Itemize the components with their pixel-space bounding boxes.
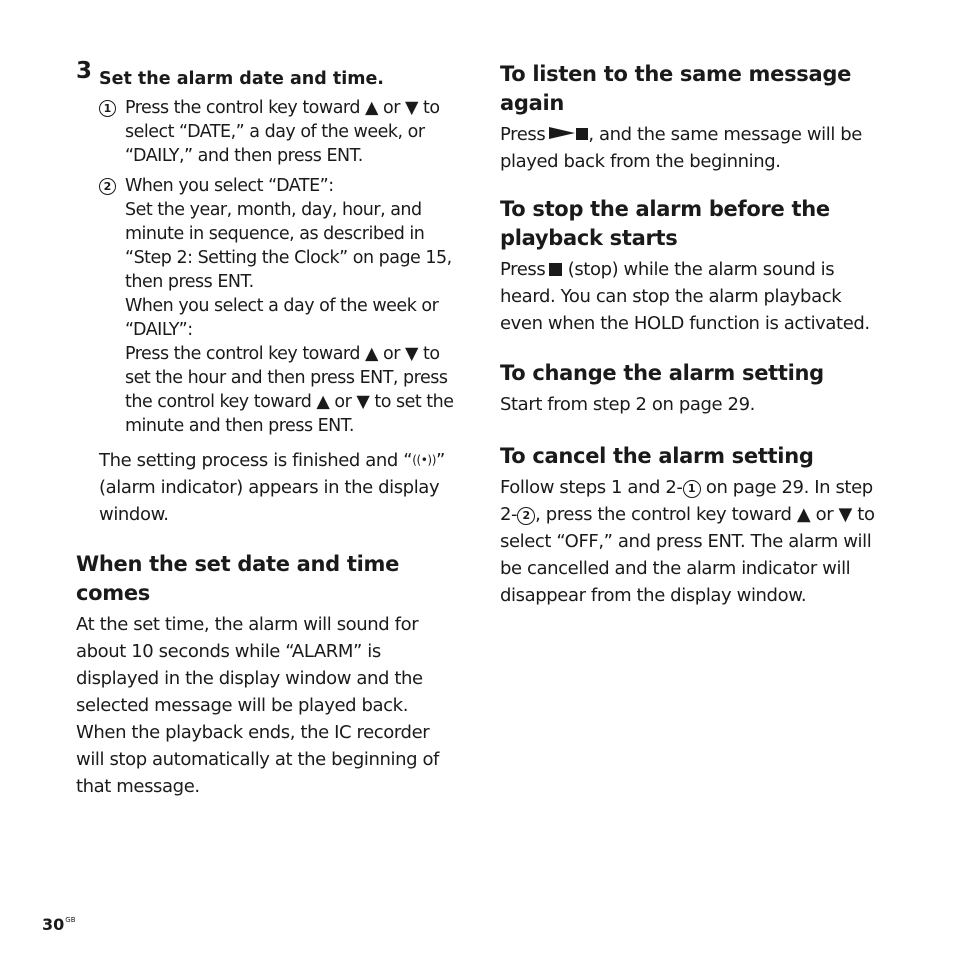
stop-text-before: Press xyxy=(500,259,546,280)
substep-2-label-day: When you select a day of the week or “DAILY”: xyxy=(125,296,439,340)
finish-text-after: ” (alarm indicator) appears in the display window. xyxy=(99,450,445,525)
heading-listen-again: To listen to the same message again xyxy=(500,62,852,115)
cancel-text-1: Follow steps 1 and 2- xyxy=(500,477,683,498)
substep-2 xyxy=(76,174,460,438)
cancel-alarm-text xyxy=(500,474,880,609)
page-number xyxy=(42,910,76,935)
circled-number-1: 1 xyxy=(99,100,116,117)
left-column xyxy=(76,60,460,800)
stop-square-icon xyxy=(576,128,588,140)
finish-text-before: The setting process is finished and “ xyxy=(99,450,413,471)
page-number-value: 30 xyxy=(42,915,65,934)
substep-1-text: Press the control key toward ▲ or ▼ to select “DATE,” a day of the week, or “DAILY,” and then press ENT. xyxy=(125,98,440,166)
substep-2-label-date: When you select “DATE”: xyxy=(125,176,334,196)
listen-text-before: Press xyxy=(500,124,546,145)
change-alarm-text: Start from step 2 on page 29. xyxy=(500,394,755,415)
substep-2-text-date: Set the year, month, day, hour, and minute in sequence, as described in “Step 2: Setting the Clock” on page 15, then press ENT. xyxy=(125,200,452,292)
step-title: Set the alarm date and time. xyxy=(99,69,384,89)
heading-stop-alarm: To stop the alarm before the playback starts xyxy=(500,197,830,250)
right-column xyxy=(500,60,880,609)
alarm-indicator-icon: ((•)) xyxy=(412,453,436,467)
cancel-text-2: on page 29. In step 2- xyxy=(500,477,873,525)
circled-number-2: 2 xyxy=(99,178,116,195)
finish-note xyxy=(76,447,460,528)
when-time-comes-text: At the set time, the alarm will sound for about 10 seconds while “ALARM” is displayed in the display window and the selected message will be played back. When the playback ends, the IC recorder will stop automatically at the beginning of that message. xyxy=(76,614,439,797)
circled-number-2-inline: 2 xyxy=(517,507,535,525)
heading-cancel-alarm: To cancel the alarm setting xyxy=(500,444,814,468)
listen-again-text xyxy=(500,121,880,175)
substep-2-text-day: Press the control key toward ▲ or ▼ to set the hour and then press ENT, press the control key toward ▲ or ▼ to set the minute and then press ENT. xyxy=(125,344,454,436)
heading-change-alarm: To change the alarm setting xyxy=(500,361,824,385)
play-stop-icon xyxy=(549,127,575,139)
step-number: 3 xyxy=(76,58,93,84)
circled-number-1-inline: 1 xyxy=(683,480,701,498)
substep-1 xyxy=(76,96,460,168)
cancel-text-3: , press the control key toward ▲ or ▼ to select “OFF,” and press ENT. The alarm will be cancelled and the alarm indicator will disappear from the display window. xyxy=(500,504,875,606)
stop-alarm-text xyxy=(500,256,880,337)
stop-icon xyxy=(549,263,562,276)
heading-when-time-comes: When the set date and time comes xyxy=(76,552,400,605)
step-3-header xyxy=(76,58,460,90)
stop-text-after: (stop) while the alarm sound is heard. You can stop the alarm playback even when the HOLD function is activated. xyxy=(500,259,870,334)
listen-text-after: , and the same message will be played back from the beginning. xyxy=(500,124,862,172)
page-number-suffix: GB xyxy=(65,916,76,924)
